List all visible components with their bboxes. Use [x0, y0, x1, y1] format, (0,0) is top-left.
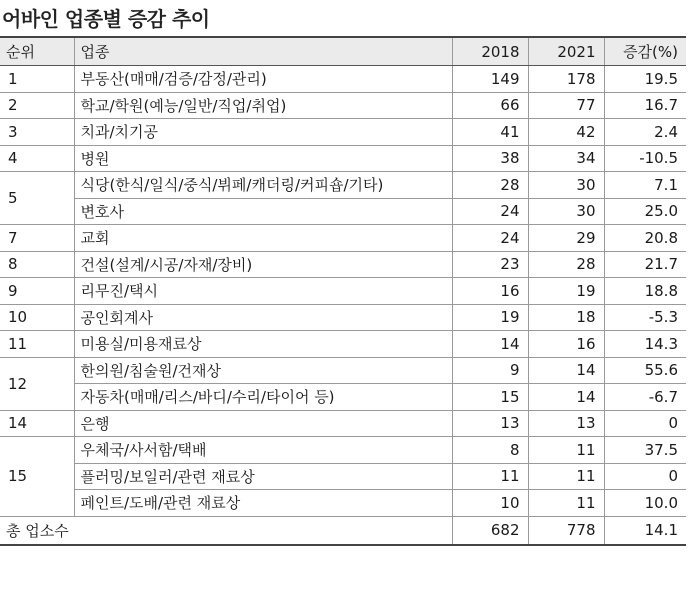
total-2018-cell: 682: [452, 516, 528, 545]
total-label: 총 업소수: [0, 516, 452, 545]
table-row: [0, 410, 686, 437]
value-2018-cell: 13: [452, 410, 528, 437]
value-2018-cell: 19: [452, 304, 528, 331]
rank-cell: 14: [0, 410, 74, 437]
table-row: [0, 490, 686, 517]
value-2021-cell: 11: [528, 463, 604, 490]
industry-cell: 건설(설계/시공/자재/장비): [74, 251, 452, 278]
value-2018-cell: 15: [452, 384, 528, 411]
value-2021-cell: 13: [528, 410, 604, 437]
value-2018-cell: 66: [452, 92, 528, 119]
table-row: [0, 119, 686, 146]
industry-cell: 학교/학원(예능/일반/직업/취업): [74, 92, 452, 119]
change-cell: 19.5: [604, 66, 686, 93]
value-2021-cell: 178: [528, 66, 604, 93]
industry-cell: 부동산(매매/검증/감정/관리): [74, 66, 452, 93]
change-cell: 25.0: [604, 198, 686, 225]
industry-cell: 교회: [74, 225, 452, 252]
rank-cell: 10: [0, 304, 74, 331]
industry-cell: 우체국/사서함/택배: [74, 437, 452, 464]
rank-cell: 5: [0, 172, 74, 225]
table-row: [0, 463, 686, 490]
page-title: 어바인 업종별 증감 추이: [2, 7, 210, 31]
industry-cell: 공인회계사: [74, 304, 452, 331]
value-2021-cell: 42: [528, 119, 604, 146]
change-cell: 37.5: [604, 437, 686, 464]
change-cell: -6.7: [604, 384, 686, 411]
industry-cell: 미용실/미용재료상: [74, 331, 452, 358]
value-2018-cell: 8: [452, 437, 528, 464]
table-body: [0, 66, 686, 545]
rank-cell: 8: [0, 251, 74, 278]
value-2018-cell: 38: [452, 145, 528, 172]
value-2018-cell: 24: [452, 198, 528, 225]
table-row: [0, 145, 686, 172]
table-row: [0, 357, 686, 384]
change-cell: 16.7: [604, 92, 686, 119]
table-row: [0, 384, 686, 411]
header-change: 증감(%): [604, 37, 686, 66]
value-2021-cell: 11: [528, 437, 604, 464]
table-row: [0, 251, 686, 278]
header-rank: 순위: [0, 37, 74, 66]
change-cell: 20.8: [604, 225, 686, 252]
value-2021-cell: 34: [528, 145, 604, 172]
change-cell: -5.3: [604, 304, 686, 331]
table-header: [0, 37, 686, 66]
value-2018-cell: 24: [452, 225, 528, 252]
value-2018-cell: 149: [452, 66, 528, 93]
change-cell: 14.3: [604, 331, 686, 358]
header-2018: 2018: [452, 37, 528, 66]
table-row: [0, 172, 686, 199]
total-row: [0, 516, 686, 545]
industry-cell: 은행: [74, 410, 452, 437]
industry-cell: 한의원/침술원/건재상: [74, 357, 452, 384]
header-2021: 2021: [528, 37, 604, 66]
rank-cell: 7: [0, 225, 74, 252]
change-cell: 7.1: [604, 172, 686, 199]
value-2018-cell: 9: [452, 357, 528, 384]
value-2021-cell: 11: [528, 490, 604, 517]
value-2018-cell: 14: [452, 331, 528, 358]
table-row: [0, 92, 686, 119]
value-2018-cell: 11: [452, 463, 528, 490]
total-change-cell: 14.1: [604, 516, 686, 545]
change-cell: 21.7: [604, 251, 686, 278]
value-2021-cell: 18: [528, 304, 604, 331]
industry-cell: 리무진/택시: [74, 278, 452, 305]
industry-cell: 변호사: [74, 198, 452, 225]
value-2018-cell: 23: [452, 251, 528, 278]
rank-cell: 4: [0, 145, 74, 172]
change-cell: 55.6: [604, 357, 686, 384]
value-2021-cell: 30: [528, 198, 604, 225]
value-2021-cell: 77: [528, 92, 604, 119]
table-row: [0, 198, 686, 225]
value-2021-cell: 30: [528, 172, 604, 199]
value-2021-cell: 19: [528, 278, 604, 305]
rank-cell: 9: [0, 278, 74, 305]
rank-cell: 12: [0, 357, 74, 410]
rank-cell: 15: [0, 437, 74, 517]
change-cell: 10.0: [604, 490, 686, 517]
rank-cell: 11: [0, 331, 74, 358]
change-cell: 2.4: [604, 119, 686, 146]
value-2018-cell: 41: [452, 119, 528, 146]
rank-cell: 3: [0, 119, 74, 146]
industry-cell: 병원: [74, 145, 452, 172]
change-cell: 0: [604, 410, 686, 437]
value-2018-cell: 28: [452, 172, 528, 199]
value-2021-cell: 29: [528, 225, 604, 252]
header-row: [0, 37, 686, 66]
industry-table: [0, 36, 686, 546]
industry-cell: 식당(한식/일식/중식/뷔페/캐더링/커피숍/기타): [74, 172, 452, 199]
header-industry: 업종: [74, 37, 452, 66]
value-2018-cell: 16: [452, 278, 528, 305]
industry-cell: 페인트/도배/관련 재료상: [74, 490, 452, 517]
rank-cell: 2: [0, 92, 74, 119]
rank-cell: 1: [0, 66, 74, 93]
table-row: [0, 437, 686, 464]
value-2021-cell: 16: [528, 331, 604, 358]
value-2021-cell: 28: [528, 251, 604, 278]
industry-cell: 플러밍/보일러/관련 재료상: [74, 463, 452, 490]
industry-cell: 치과/치기공: [74, 119, 452, 146]
table-row: [0, 331, 686, 358]
total-2021-cell: 778: [528, 516, 604, 545]
industry-cell: 자동차(매매/리스/바디/수리/타이어 등): [74, 384, 452, 411]
table-row: [0, 304, 686, 331]
table-row: [0, 278, 686, 305]
change-cell: -10.5: [604, 145, 686, 172]
value-2018-cell: 10: [452, 490, 528, 517]
table-row: [0, 225, 686, 252]
table-row: [0, 66, 686, 93]
change-cell: 0: [604, 463, 686, 490]
value-2021-cell: 14: [528, 384, 604, 411]
change-cell: 18.8: [604, 278, 686, 305]
value-2021-cell: 14: [528, 357, 604, 384]
